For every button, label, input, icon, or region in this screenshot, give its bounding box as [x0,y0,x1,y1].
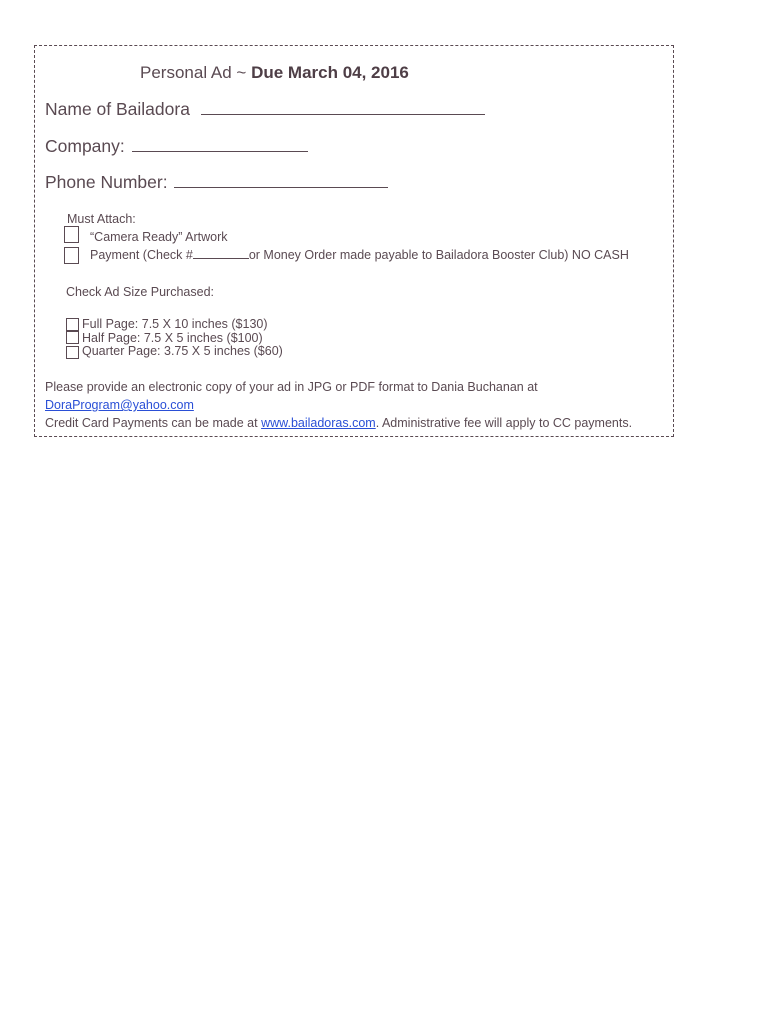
quarter-page-label: Quarter Page: 3.75 X 5 inches ($60) [82,344,283,358]
title-prefix: Personal Ad ~ [140,63,252,82]
cc-text-before: Credit Card Payments can be made at [45,416,262,430]
phone-label: Phone Number: [45,172,168,192]
name-field [45,99,485,120]
name-label: Name of Bailadora [45,99,190,119]
phone-field [45,172,388,193]
form-title [140,63,409,83]
website-link[interactable]: www.bailadoras.com [261,416,376,430]
half-page-checkbox[interactable] [66,331,79,344]
quarter-page-checkbox[interactable] [66,346,79,359]
company-field [45,136,308,157]
email-link[interactable]: DoraProgram@yahoo.com [45,398,194,412]
electronic-copy-note: Please provide an electronic copy of your ad in JPG or PDF format to Dania Buchanan at [45,380,538,394]
name-input-line[interactable] [201,99,485,115]
phone-input-line[interactable] [174,172,388,188]
payment-checkbox[interactable] [64,247,79,264]
artwork-label: “Camera Ready” Artwork [90,230,228,244]
payment-label-after: or Money Order made payable to Bailadora Booster Club) NO CASH [248,248,629,262]
email-line [45,398,194,412]
cc-text-after: . Administrative fee will apply to CC payments. [375,416,633,430]
company-label: Company: [45,136,125,156]
full-page-label: Full Page: 7.5 X 10 inches ($130) [82,317,268,331]
title-due-date: Due March 04, 2016 [251,63,409,82]
company-input-line[interactable] [132,136,308,152]
payment-label-before: Payment (Check # [90,248,193,262]
half-page-label: Half Page: 7.5 X 5 inches ($100) [82,331,263,345]
ad-size-heading: Check Ad Size Purchased: [66,285,214,299]
artwork-checkbox[interactable] [64,226,79,243]
check-number-blank[interactable] [193,248,249,259]
payment-line [90,248,629,262]
must-attach-heading: Must Attach: [67,212,136,226]
full-page-checkbox[interactable] [66,318,79,331]
cc-payment-note [45,416,632,430]
